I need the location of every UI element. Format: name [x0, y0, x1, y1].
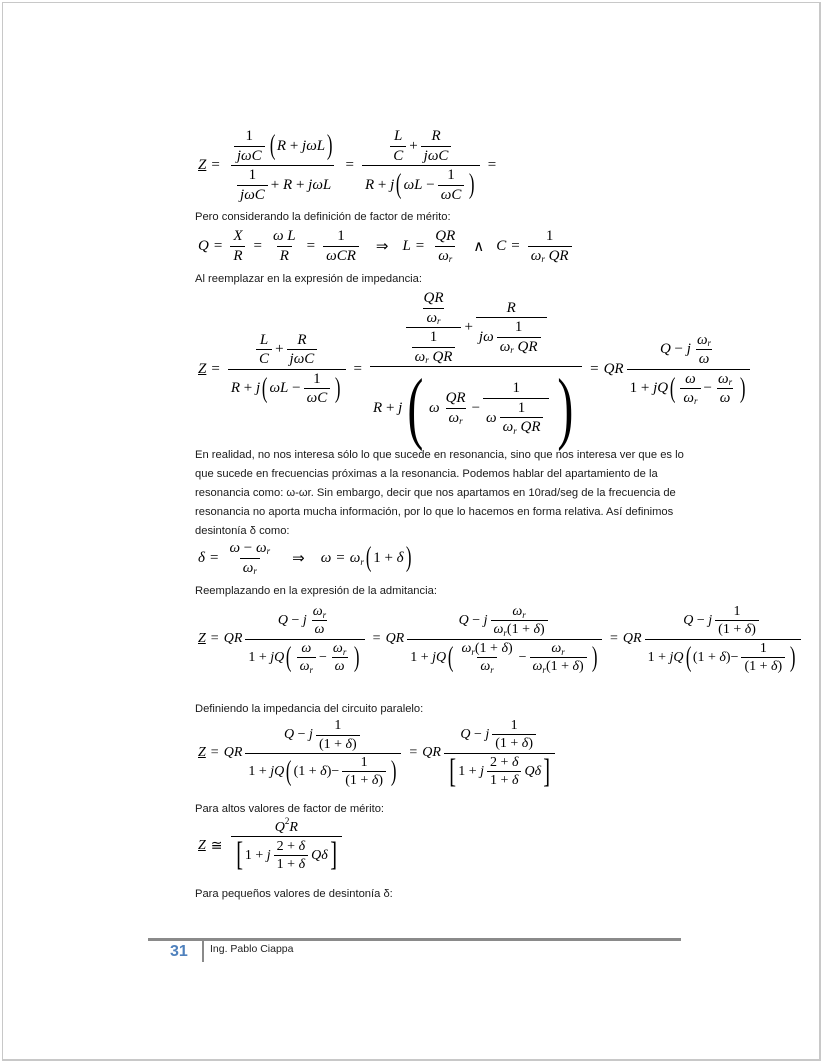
- footer-author: Ing. Pablo Ciappa: [210, 943, 294, 955]
- equation-impedance-4: Z = QR Q − j 1 (1 + δ ) 1 + jQ ( (1 + δ )− 1 (1 + δ ) ) = QR Q − j 1 (1 + δ ) [ 1 + j 2 + δ 1 + δ Qδ ]: [198, 718, 558, 789]
- paragraph-parallel-impedance: Definiendo la impedancia del circuito paralelo:: [195, 703, 424, 715]
- page-number: 31: [170, 943, 188, 960]
- paragraph-merit-factor: Pero considerando la definición de factor de mérito:: [195, 211, 451, 223]
- paragraph-replace-impedance: Al reemplazar en la expresión de impedancia:: [195, 273, 422, 285]
- equation-impedance-3: Z = QR Q − j ω r ω 1 + jQ ( ω ω r − ω r ω ) = QR Q − j ω r ω r (1 + δ ) 1 + jQ ( ω r (1 + δ ) ω r − ω r ω r (1 + δ ) ) = QR Q − j 1 (1 + δ ) 1 + jQ ( (1 + δ )− 1 (1 + δ ) ): [198, 604, 804, 675]
- equation-impedance-1: Z = $\frac{1}{\text{jωC}}$ ( R + jωL ) $\frac{1}{\text{jωC}}$ + R + jωL = $\frac{L}{C}$ + $\frac{R}{\text{jωC}}$ R + j ( ωL − $\frac{1}{\omega C}$ ) =: [198, 128, 497, 203]
- paragraph-replace-admittance: Reemplazando en la expresión de la admitancia:: [195, 585, 437, 597]
- paragraph-detuning: En realidad, no nos interesa sólo lo que sucede en resonancia, sino que nos interesa ver que es lo que sucede en frecuencias próximas a la resonancia. Podemos hablar del apartamiento de la resonancia como: ω-ωr. Sin embargo, decir que nos apartamos en 10rad/seg de la frecuencia de resonancia no aporta mucha información, por lo que lo hacemos en forma relativa. Así definimos desintonía δ como:: [195, 449, 684, 537]
- footer-vertical-divider: [202, 938, 204, 962]
- paragraph-high-merit: Para altos valores de factor de mérito:: [195, 803, 385, 815]
- paragraph-small-detuning: Para pequeños valores de desintonía δ:: [195, 888, 393, 900]
- equation-detuning: δ = ω − ω r ω r ⇒ ω = ω r ( 1 + δ ): [198, 540, 412, 576]
- equation-impedance-approx: Z ≅ Q 2 R [ 1 + j 2 + δ 1 + δ Qδ ]: [198, 820, 345, 872]
- equation-merit-factor: Q = $\frac{X}{R}$ = $\frac{\text{ω L}}{R}$ = $\frac{1}{\text{ωCR}}$ ⇒ L = QR ω r ∧ C = 1 ω r QR: [198, 228, 575, 264]
- equation-impedance-2: Z = $\frac{L}{C}$ + $\frac{R}{\text{jωC}}$ R + j ( ωL − $\frac{1}{\omega C}$ ) = QR ω r 1 ω r QR + R jω 1 ω r QR R + j ( ω QR ω r − 1 ω 1 ω r QR ) = QR Q − j ω r ω 1 + jQ ( ω ω r − ω r ω ): [198, 290, 753, 448]
- footer-divider: [148, 938, 681, 941]
